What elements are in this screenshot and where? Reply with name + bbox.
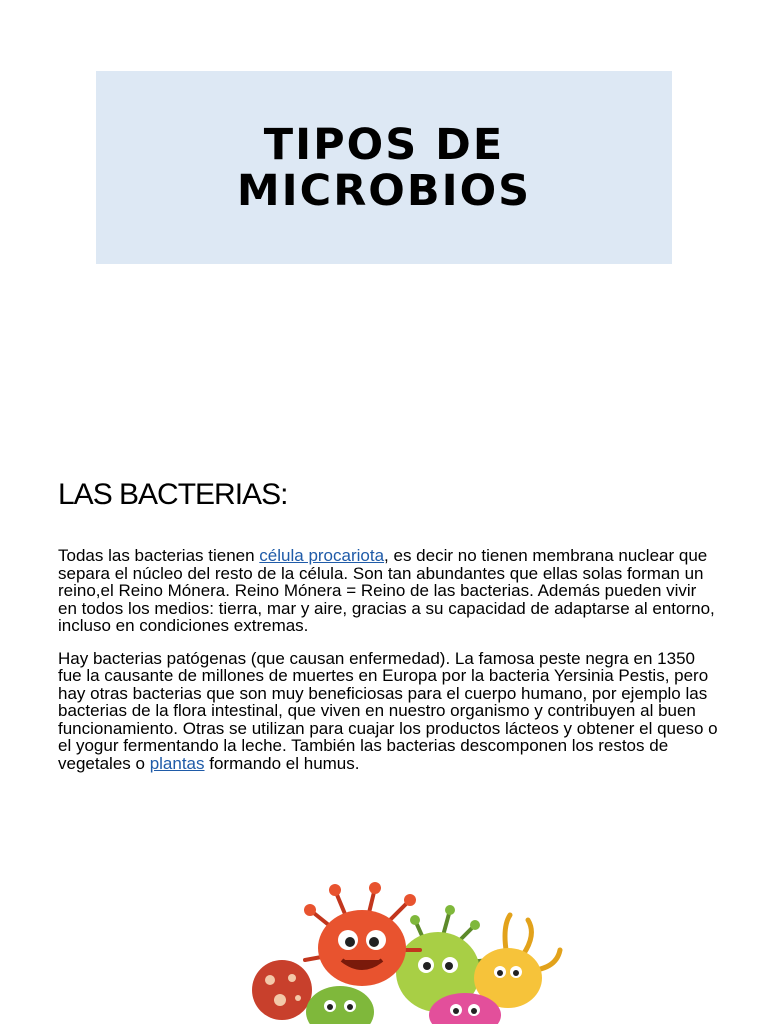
section-heading: LAS BACTERIAS: [58,478,288,511]
paragraph-2 [58,650,718,773]
page-title-line-2: MICROBIOS [236,165,532,216]
celula-procariota-link[interactable]: célula procariota [259,546,385,565]
front-green-microbe-icon [306,986,374,1024]
plantas-link[interactable]: plantas [149,753,205,773]
title-box [96,71,672,264]
yellow-microbe-icon [474,915,560,1008]
paragraph-1-text-end: , es decir no tienen membrana nuclear que separa el núcleo del resto de la célula. Son tan abundantes que ellas solas forman un reino,el Reino Mónera. Reino Mónera = Reino de las bacterias. Además pueden vivir en todos los medios: tierra, mar y aire, gracias a su capacidad de adaptarse al entorno, incluso en condiciones extremas. [58,546,715,635]
body-text [58,547,718,772]
paragraph-1 [58,547,718,635]
paragraph-2-text-end: formando el humus. [204,753,360,773]
cartoon-microbes-icon [210,880,570,1024]
dark-red-microbe-icon [252,960,312,1020]
paragraph-1-text-start: Todas las bacterias tienen [58,546,260,565]
paragraph-2-text-start: Hay bacterias patógenas (que causan enfermedad). La famosa peste negra en 1350 fue la causante de millones de muertes en Europa por la bacteria Yersinia Pestis, pero hay otras bacterias que son muy beneficiosas para el cuerpo humano, por ejemplo las bacterias de la flora intestinal, que viven en nuestro organismo y contribuyen al buen funcionamiento. Otras se utilizan para cuajar los productos lácteos y obtener el queso o el yogur fermentando la leche. También las bacterias descomponen los restos de vegetales o [58,648,718,773]
page-title-line-1: TIPOS DE [263,119,505,170]
